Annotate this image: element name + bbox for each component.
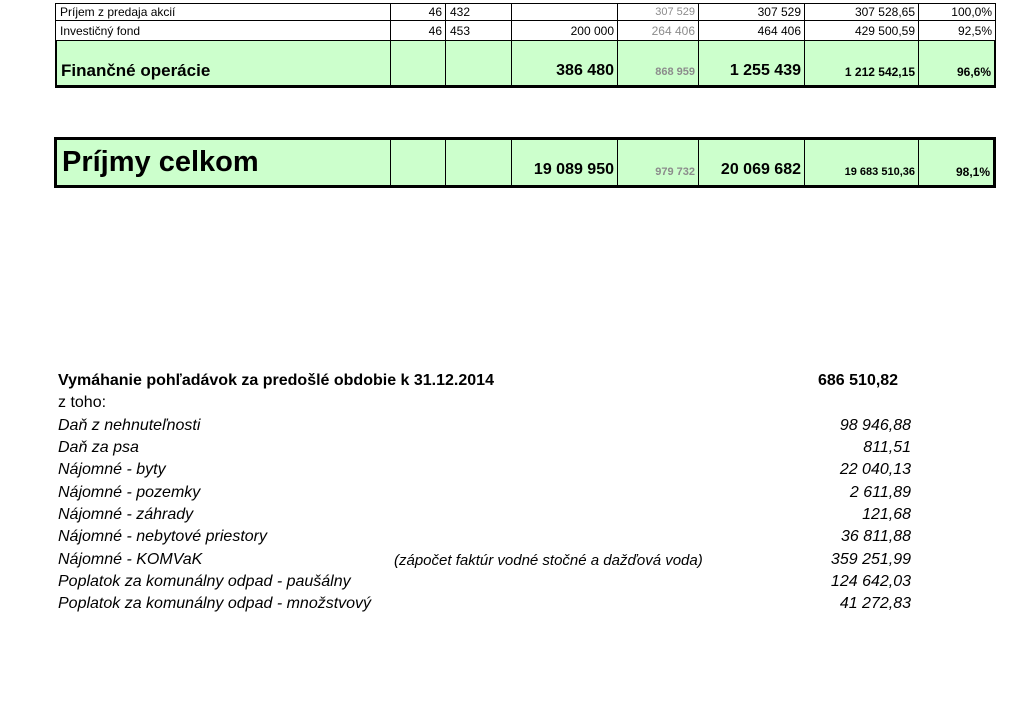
prijmy-value-3: 20 069 682 [698,137,805,188]
row-value-2: 264 406 [617,20,699,41]
row-percent: 100,0% [918,3,996,21]
summary-item-label: Nájomné - KOMVaK [58,551,203,568]
summary-item-value: 22 040,13 [839,461,911,478]
financne-label: Finančné operácie [55,40,391,88]
financne-percent: 96,6% [918,40,996,88]
summary-item-value: 811,51 [863,439,911,456]
row-value-2: 307 529 [617,3,699,21]
prijmy-label: Príjmy celkom [54,137,391,188]
summary-item-value: 2 611,89 [849,484,911,501]
row-value-1 [511,3,618,21]
summary-item-value: 98 946,88 [839,417,911,434]
summary-item-label: Poplatok za komunálny odpad - paušálny [58,573,351,590]
summary-item-value: 36 811,88 [841,528,911,545]
summary-note: (zápočet faktúr vodné stočné a dažďová voda) [394,552,703,569]
row-percent: 92,5% [918,20,996,41]
summary-item-label: Nájomné - pozemky [58,484,201,501]
financne-empty-2 [445,40,512,88]
summary-item-label: Nájomné - nebytové priestory [58,528,267,545]
row-code2: 432 [445,3,512,21]
row-value-3: 307 529 [698,3,805,21]
summary-total: 686 510,82 [818,372,899,389]
summary-item-value: 121,68 [862,506,911,523]
summary-item-value: 359 251,99 [830,551,911,568]
summary-item-value: 124 642,03 [830,573,911,590]
financne-value-1: 386 480 [511,40,618,88]
summary-item-label: Daň z nehnuteľnosti [58,417,201,434]
summary-item-label: Nájomné - záhrady [58,506,194,523]
row-code1: 46 [390,3,446,21]
row-code2: 453 [445,20,512,41]
prijmy-value-1: 19 089 950 [511,137,618,188]
summary-item-value: 41 272,83 [839,595,911,612]
prijmy-empty-2 [445,137,512,188]
row-value-3: 464 406 [698,20,805,41]
summary-title: Vymáhanie pohľadávok za predošlé obdobie k 31.12.2014 [58,372,494,389]
financne-value-4: 1 212 542,15 [804,40,919,88]
prijmy-value-4: 19 683 510,36 [804,137,919,188]
row-code1: 46 [390,20,446,41]
prijmy-empty-1 [390,137,446,188]
summary-item-label: Nájomné - byty [58,461,166,478]
financne-value-2: 868 959 [617,40,699,88]
financne-value-3: 1 255 439 [698,40,805,88]
financne-empty-1 [390,40,446,88]
summary-item-label: Daň za psa [58,439,139,456]
summary-subtitle: z toho: [58,394,107,411]
row-value-4: 307 528,65 [804,3,919,21]
row-label: Príjem z predaja akcií [55,3,391,21]
row-label: Investičný fond [55,20,391,41]
prijmy-percent: 98,1% [918,137,996,188]
prijmy-value-2: 979 732 [617,137,699,188]
row-value-1: 200 000 [511,20,618,41]
summary-item-label: Poplatok za komunálny odpad - množstvový [58,595,372,612]
row-value-4: 429 500,59 [804,20,919,41]
